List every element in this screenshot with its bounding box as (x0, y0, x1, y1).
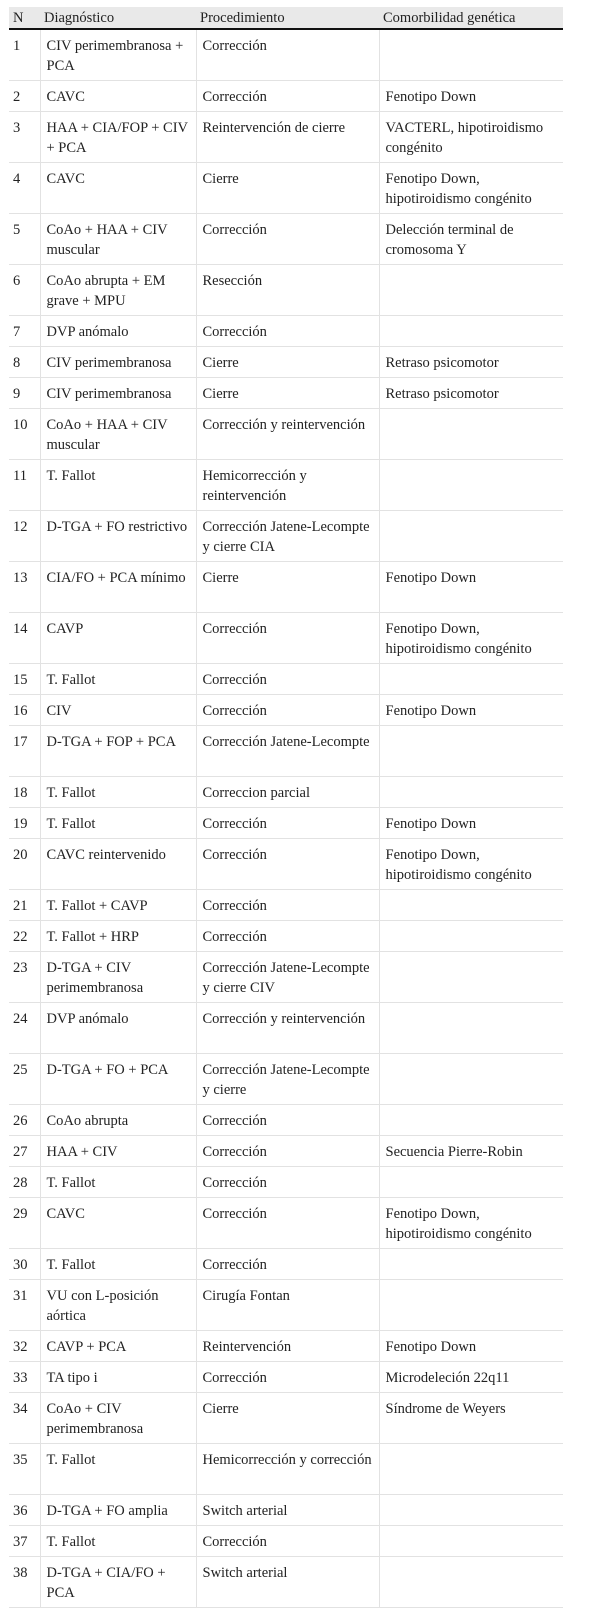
table-row (9, 921, 563, 952)
cell-procedimiento: Cierre (196, 1393, 379, 1444)
cell-procedimiento: Corrección (196, 81, 379, 112)
header-comorbilidad: Comorbilidad genética (379, 7, 563, 29)
table-row (9, 1393, 563, 1444)
cell-diagnostico: CIV (40, 695, 196, 726)
table-row (9, 460, 563, 511)
cell-diagnostico: CoAo + CIV perimembranosa (40, 1393, 196, 1444)
table-row (9, 1105, 563, 1136)
cell-comorbilidad (379, 1249, 563, 1280)
cell-procedimiento: Corrección (196, 1105, 379, 1136)
cell-diagnostico: CAVP + PCA (40, 1331, 196, 1362)
cell-comorbilidad: Fenotipo Down (379, 695, 563, 726)
table-row (9, 511, 563, 562)
cell-diagnostico: HAA + CIV (40, 1136, 196, 1167)
table-row (9, 265, 563, 316)
cell-diagnostico: T. Fallot (40, 1167, 196, 1198)
table-row (9, 839, 563, 890)
header-n: N (9, 7, 40, 29)
cell-comorbilidad (379, 1167, 563, 1198)
table-row (9, 777, 563, 808)
table-row (9, 664, 563, 695)
table-row (9, 316, 563, 347)
table-row (9, 1444, 563, 1495)
table-row (9, 613, 563, 664)
cell-n: 10 (9, 409, 40, 460)
cell-n: 3 (9, 112, 40, 163)
cell-comorbilidad (379, 664, 563, 695)
cell-procedimiento: Corrección (196, 890, 379, 921)
cell-comorbilidad (379, 460, 563, 511)
cell-procedimiento: Corrección (196, 214, 379, 265)
cell-comorbilidad (379, 29, 563, 81)
cell-n: 24 (9, 1003, 40, 1054)
cell-comorbilidad: Fenotipo Down, hipotiroidismo congénito (379, 613, 563, 664)
cell-procedimiento: Corrección (196, 808, 379, 839)
cell-diagnostico: T. Fallot + CAVP (40, 890, 196, 921)
cell-comorbilidad (379, 316, 563, 347)
cell-procedimiento: Correccion parcial (196, 777, 379, 808)
cell-n: 8 (9, 347, 40, 378)
table-row (9, 1003, 563, 1054)
cell-comorbilidad (379, 921, 563, 952)
cell-n: 4 (9, 163, 40, 214)
table-row (9, 1362, 563, 1393)
cell-n: 9 (9, 378, 40, 409)
table-row (9, 163, 563, 214)
cell-diagnostico: T. Fallot (40, 1526, 196, 1557)
cell-n: 15 (9, 664, 40, 695)
cell-comorbilidad: Síndrome de Weyers (379, 1393, 563, 1444)
cell-diagnostico: CoAo + HAA + CIV muscular (40, 409, 196, 460)
table-row (9, 1280, 563, 1331)
cell-diagnostico: T. Fallot (40, 777, 196, 808)
cell-n: 19 (9, 808, 40, 839)
table-row (9, 726, 563, 777)
cell-procedimiento: Corrección (196, 316, 379, 347)
cell-comorbilidad (379, 409, 563, 460)
cell-procedimiento: Corrección (196, 695, 379, 726)
cell-diagnostico: T. Fallot (40, 1249, 196, 1280)
table-row (9, 890, 563, 921)
cell-procedimiento: Corrección (196, 613, 379, 664)
cell-n: 23 (9, 952, 40, 1003)
cell-diagnostico: VU con L-posición aórtica (40, 1280, 196, 1331)
cell-comorbilidad: Delección terminal de cromosoma Y (379, 214, 563, 265)
cell-n: 12 (9, 511, 40, 562)
cell-diagnostico: T. Fallot (40, 460, 196, 511)
cell-diagnostico: D-TGA + FOP + PCA (40, 726, 196, 777)
cell-n: 31 (9, 1280, 40, 1331)
cell-diagnostico: TA tipo i (40, 1362, 196, 1393)
cell-diagnostico: DVP anómalo (40, 316, 196, 347)
cell-procedimiento: Hemicorrección y corrección (196, 1444, 379, 1495)
cell-n: 22 (9, 921, 40, 952)
cell-diagnostico: D-TGA + CIV perimembranosa (40, 952, 196, 1003)
cell-diagnostico: D-TGA + FO amplia (40, 1495, 196, 1526)
cell-comorbilidad (379, 1444, 563, 1495)
cell-procedimiento: Corrección y reintervención (196, 409, 379, 460)
cell-n: 34 (9, 1393, 40, 1444)
cell-diagnostico: DVP anómalo (40, 1003, 196, 1054)
cell-procedimiento: Corrección (196, 29, 379, 81)
cell-procedimiento: Resección (196, 265, 379, 316)
cell-comorbilidad (379, 890, 563, 921)
cell-diagnostico: D-TGA + FO restrictivo (40, 511, 196, 562)
cell-procedimiento: Reintervención (196, 1331, 379, 1362)
cell-diagnostico: D-TGA + CIA/FO + PCA (40, 1557, 196, 1608)
cell-procedimiento: Cierre (196, 378, 379, 409)
cell-comorbilidad (379, 952, 563, 1003)
cell-diagnostico: CAVC (40, 163, 196, 214)
cell-n: 14 (9, 613, 40, 664)
table-row (9, 952, 563, 1003)
cell-diagnostico: CIA/FO + PCA mínimo (40, 562, 196, 613)
table-row (9, 1526, 563, 1557)
cell-comorbilidad (379, 1557, 563, 1608)
cell-n: 7 (9, 316, 40, 347)
cell-n: 25 (9, 1054, 40, 1105)
cell-comorbilidad (379, 1003, 563, 1054)
cell-n: 28 (9, 1167, 40, 1198)
table-header-row (9, 7, 563, 29)
cell-procedimiento: Corrección Jatene-Lecompte y cierre CIA (196, 511, 379, 562)
cell-procedimiento: Corrección y reintervención (196, 1003, 379, 1054)
table-row (9, 562, 563, 613)
table-row (9, 1054, 563, 1105)
cell-procedimiento: Cirugía Fontan (196, 1280, 379, 1331)
cell-n: 32 (9, 1331, 40, 1362)
cell-diagnostico: CoAo + HAA + CIV muscular (40, 214, 196, 265)
cell-n: 37 (9, 1526, 40, 1557)
cell-procedimiento: Corrección (196, 1526, 379, 1557)
table-row (9, 347, 563, 378)
cell-procedimiento: Reintervención de cierre (196, 112, 379, 163)
cell-n: 27 (9, 1136, 40, 1167)
cell-comorbilidad: Fenotipo Down (379, 808, 563, 839)
cell-procedimiento: Cierre (196, 562, 379, 613)
cell-diagnostico: D-TGA + FO + PCA (40, 1054, 196, 1105)
cell-n: 29 (9, 1198, 40, 1249)
cell-procedimiento: Corrección Jatene-Lecompte (196, 726, 379, 777)
cell-procedimiento: Cierre (196, 163, 379, 214)
table-body (9, 29, 563, 1608)
cell-n: 6 (9, 265, 40, 316)
cell-comorbilidad: Fenotipo Down, hipotiroidismo congénito (379, 163, 563, 214)
cell-diagnostico: T. Fallot (40, 1444, 196, 1495)
cell-n: 36 (9, 1495, 40, 1526)
cell-comorbilidad: Fenotipo Down (379, 1331, 563, 1362)
cell-comorbilidad (379, 777, 563, 808)
cell-comorbilidad: Fenotipo Down, hipotiroidismo congénito (379, 1198, 563, 1249)
cell-diagnostico: T. Fallot (40, 808, 196, 839)
table-row (9, 409, 563, 460)
cell-comorbilidad (379, 511, 563, 562)
cell-diagnostico: CoAo abrupta (40, 1105, 196, 1136)
cell-diagnostico: CAVC (40, 1198, 196, 1249)
table-row (9, 808, 563, 839)
cell-comorbilidad: Secuencia Pierre-Robin (379, 1136, 563, 1167)
table-row (9, 1331, 563, 1362)
header-diagnostico: Diagnóstico (40, 7, 196, 29)
cell-procedimiento: Switch arterial (196, 1557, 379, 1608)
cell-procedimiento: Corrección (196, 1249, 379, 1280)
cell-procedimiento: Corrección (196, 921, 379, 952)
cell-n: 11 (9, 460, 40, 511)
cell-diagnostico: CAVC (40, 81, 196, 112)
cell-n: 5 (9, 214, 40, 265)
cell-n: 20 (9, 839, 40, 890)
cell-comorbilidad: Fenotipo Down, hipotiroidismo congénito (379, 839, 563, 890)
table-row (9, 695, 563, 726)
table-row (9, 1557, 563, 1608)
cell-diagnostico: CIV perimembranosa + PCA (40, 29, 196, 81)
cell-n: 26 (9, 1105, 40, 1136)
cell-procedimiento: Corrección (196, 1362, 379, 1393)
cell-n: 1 (9, 29, 40, 81)
cell-n: 30 (9, 1249, 40, 1280)
cell-comorbilidad: Fenotipo Down (379, 81, 563, 112)
cell-diagnostico: T. Fallot (40, 664, 196, 695)
cell-comorbilidad: Microdeleción 22q11 (379, 1362, 563, 1393)
cell-n: 33 (9, 1362, 40, 1393)
table-row (9, 214, 563, 265)
cell-comorbilidad: Retraso psicomotor (379, 378, 563, 409)
cell-comorbilidad (379, 1054, 563, 1105)
cell-procedimiento: Corrección Jatene-Lecompte y cierre CIV (196, 952, 379, 1003)
cell-n: 35 (9, 1444, 40, 1495)
cell-n: 38 (9, 1557, 40, 1608)
cell-comorbilidad (379, 1526, 563, 1557)
cell-n: 13 (9, 562, 40, 613)
cell-diagnostico: CAVC reintervenido (40, 839, 196, 890)
table-row (9, 1495, 563, 1526)
cell-n: 21 (9, 890, 40, 921)
cell-comorbilidad: Fenotipo Down (379, 562, 563, 613)
cell-procedimiento: Hemicorrección y reintervención (196, 460, 379, 511)
cell-comorbilidad (379, 1280, 563, 1331)
cell-procedimiento: Corrección Jatene-Lecompte y cierre (196, 1054, 379, 1105)
cell-procedimiento: Switch arterial (196, 1495, 379, 1526)
table-row (9, 378, 563, 409)
cell-n: 2 (9, 81, 40, 112)
table-row (9, 1198, 563, 1249)
cell-comorbilidad: VACTERL, hipotiroidismo congénito (379, 112, 563, 163)
cell-comorbilidad (379, 1495, 563, 1526)
table-row (9, 81, 563, 112)
cell-diagnostico: CIV perimembranosa (40, 378, 196, 409)
cell-procedimiento: Corrección (196, 1198, 379, 1249)
cell-comorbilidad (379, 1105, 563, 1136)
cell-comorbilidad (379, 726, 563, 777)
cell-diagnostico: HAA + CIA/FOP + CIV + PCA (40, 112, 196, 163)
header-procedimiento: Procedimiento (196, 7, 379, 29)
table-row (9, 1167, 563, 1198)
cell-diagnostico: T. Fallot + HRP (40, 921, 196, 952)
cell-diagnostico: CoAo abrupta + EM grave + MPU (40, 265, 196, 316)
table-row (9, 112, 563, 163)
cell-procedimiento: Corrección (196, 1167, 379, 1198)
cell-procedimiento: Corrección (196, 839, 379, 890)
cell-procedimiento: Corrección (196, 1136, 379, 1167)
cell-n: 17 (9, 726, 40, 777)
comorbidity-table (9, 7, 563, 1608)
cell-procedimiento: Cierre (196, 347, 379, 378)
cell-comorbilidad (379, 265, 563, 316)
cell-n: 16 (9, 695, 40, 726)
cell-n: 18 (9, 777, 40, 808)
table-row (9, 1136, 563, 1167)
cell-diagnostico: CAVP (40, 613, 196, 664)
table-row (9, 29, 563, 81)
cell-procedimiento: Corrección (196, 664, 379, 695)
cell-comorbilidad: Retraso psicomotor (379, 347, 563, 378)
cell-diagnostico: CIV perimembranosa (40, 347, 196, 378)
table-row (9, 1249, 563, 1280)
